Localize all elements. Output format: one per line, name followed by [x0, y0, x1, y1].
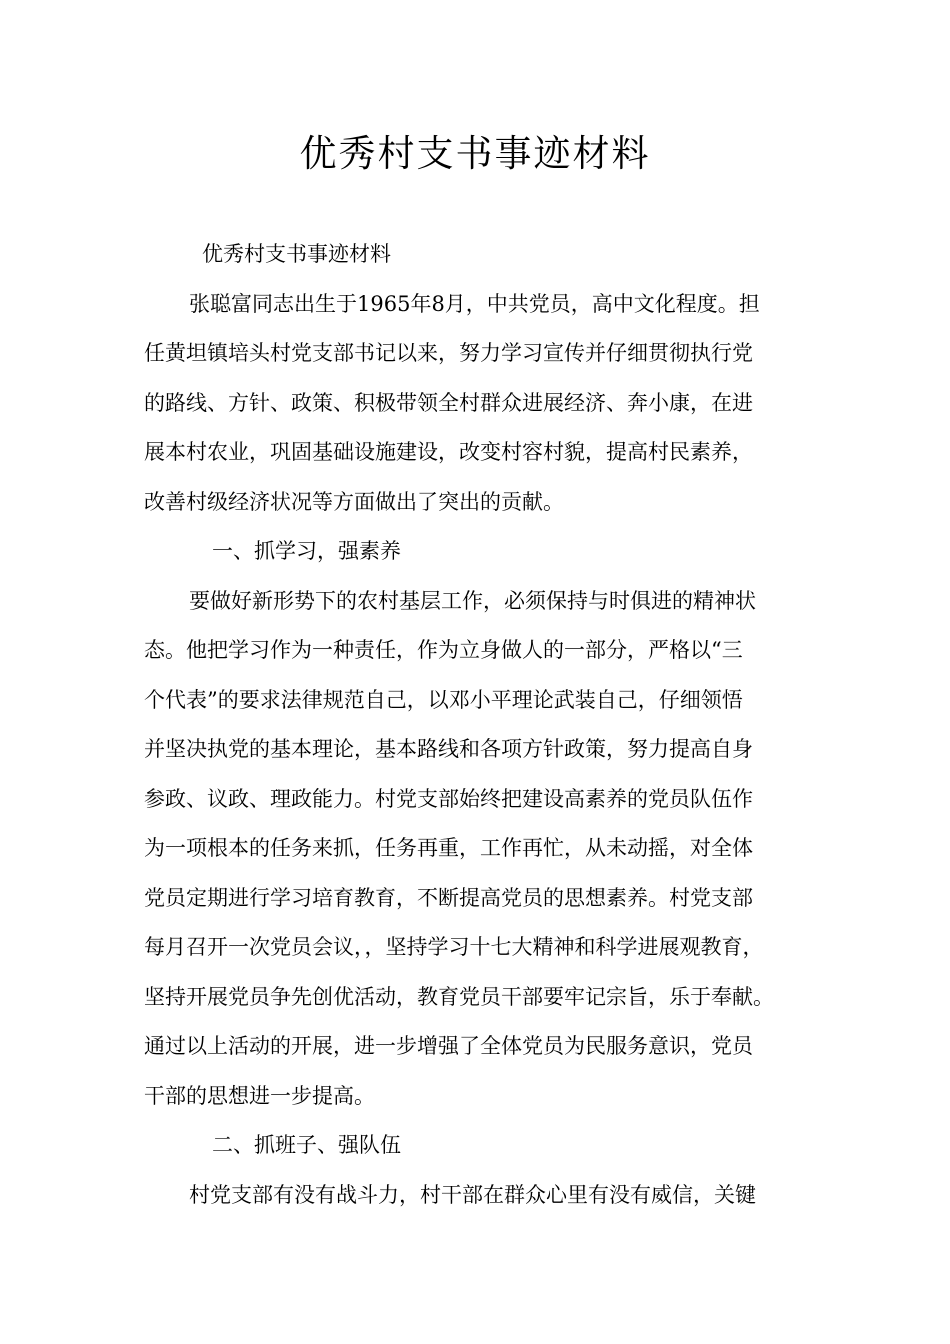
paragraph-line: 个代表”的要求法律规范自己，以邓小平理论武装自己，仔细领悟: [144, 687, 743, 712]
paragraph-line: 要做好新形势下的农村基层工作，必须保持与时俱进的精神状: [189, 588, 756, 613]
paragraph-line: 村党支部有没有战斗力，村干部在群众心里有没有威信，关键: [189, 1182, 756, 1207]
paragraph-line: 张聪富同志出生于1965年8月，中共党员，高中文化程度。担: [189, 291, 760, 316]
subtitle-line: 优秀村支书事迹材料: [202, 242, 391, 266]
section-heading: 一、抓学习，强素养: [212, 539, 401, 563]
paragraph-line: 的路线、方针、政策、积极带领全村群众进展经济、奔小康，在进: [144, 390, 753, 415]
paragraph-line: 任黄坦镇培头村党支部书记以来，努力学习宣传并仔细贯彻执行党: [144, 341, 753, 365]
paragraph-line: 党员定期进行学习培育教育，不断提高党员的思想素养。村党支部: [144, 885, 753, 910]
paragraph-line: 并坚决执党的基本理论，基本路线和各项方针政策，努力提高自身: [144, 737, 753, 761]
paragraph-line: 为一项根本的任务来抓，任务再重，工作再忙，从未动摇，对全体: [144, 836, 753, 860]
paragraph-line: 干部的思想进一步提高。: [144, 1083, 375, 1108]
paragraph-line: 通过以上活动的开展，进一步增强了全体党员为民服务意识，党员: [144, 1034, 753, 1058]
document-title: 优秀村支书事迹材料: [299, 132, 651, 175]
section-heading: 二、抓班子、强队伍: [212, 1133, 401, 1157]
paragraph-line: 参政、议政、理政能力。村党支部始终把建设高素养的党员队伍作: [144, 786, 753, 811]
document-body: [144, 230, 816, 1220]
paragraph-line: 每月召开一次党员会议，，坚持学习十七大精神和科学进展观教育，: [144, 935, 764, 959]
paragraph-line: 坚持开展党员争先创优活动，教育党员干部要牢记宗旨，乐于奉献。: [144, 984, 774, 1009]
paragraph-line: 态。他把学习作为一种责任，作为立身做人的一部分，严格以“三: [144, 638, 743, 662]
paragraph-line: 改善村级经济状况等方面做出了突出的贡献。: [144, 489, 564, 514]
paragraph-line: 展本村农业，巩固基础设施建设，改变村容村貌，提高村民素养，: [144, 440, 753, 464]
